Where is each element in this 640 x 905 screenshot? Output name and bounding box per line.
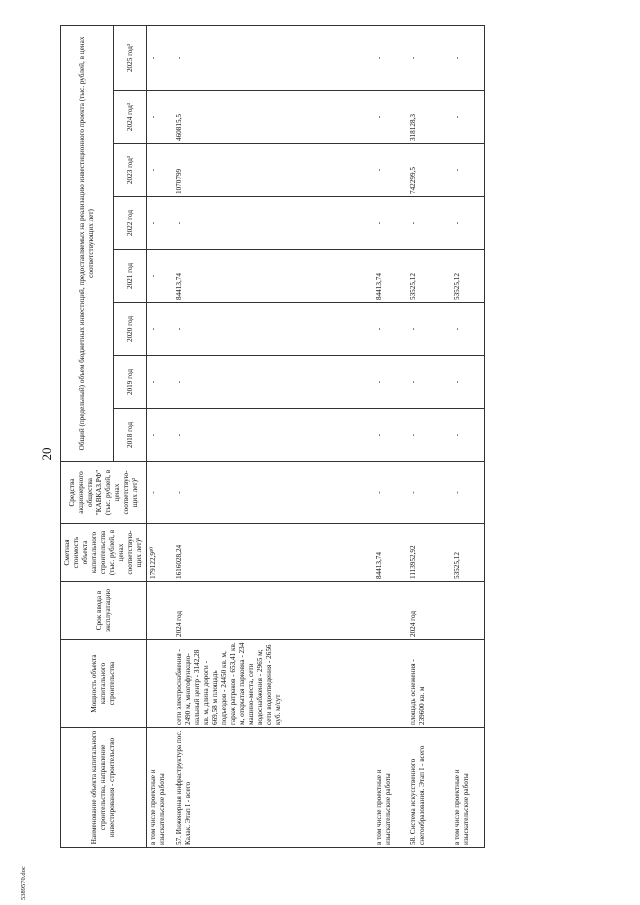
row-year-value: -	[373, 303, 407, 356]
header-year: 2018 год	[114, 409, 147, 462]
row-estimated-cost: 84413,74	[373, 524, 407, 582]
row-name-text: в том числе проектные и изыскательские работы	[149, 769, 166, 845]
budget-investment-table	[60, 25, 485, 848]
row-capacity	[147, 640, 173, 728]
row-year-value: 53525,12	[407, 250, 451, 303]
row-number: 57.	[174, 836, 183, 845]
row-year-value: -	[407, 356, 451, 409]
row-kavkaz-funds: -	[407, 462, 451, 524]
row-year-value: -	[173, 356, 373, 409]
row-year-value: -	[373, 91, 407, 144]
row-year-value: -	[451, 303, 485, 356]
row-year-value: -	[373, 356, 407, 409]
budget-investment-table-rotated	[60, 26, 628, 848]
header-total-group: Общий (предельный) объем бюджетных инвестиций, предоставляемых на реализацию инвестиционного проекта (тыс. рублей, в ценах соответствующих лет)	[61, 25, 114, 461]
row-capacity: сети электроснабжения - 2490 м, многофункцио- нальный центр - 3142,28 кв. м, длина дороги - 669,58 м площадь подъездов - 24450 кв. м, гараж ратраков - 653,41 кв. м, открытая парковка - 234 машино-места, сети водоснабжения - 2965 м; сети водоотведения - 2656 куб. м/сут	[173, 640, 373, 728]
row-commission	[373, 582, 407, 640]
row-estimated-cost: 179122,9¹⁰	[147, 524, 173, 582]
row-year-value: -	[407, 197, 451, 250]
header-estimated-cost: Сметная стоимость объекта капитального строительства (тыс. рублей, в ценах соответствую- щих лет)¹	[61, 524, 147, 582]
header-capacity: Мощность объекта капитального строительства	[61, 640, 147, 728]
header-year: 2021 год	[114, 250, 147, 303]
table-row	[451, 25, 485, 847]
row-year-value: -	[373, 409, 407, 462]
row-name-text: Система искусственного снегообразования. Этап I - всего	[408, 745, 426, 845]
header-name: Наименование объекта капитального строительства, направление инвестирования - строительство	[61, 728, 147, 848]
row-commission	[451, 582, 485, 640]
row-year-value: -	[147, 409, 173, 462]
header-kavkaz-funds: Средства акционерного общества "КАВКАЗ.РФ" (тыс. рублей, в ценах соответствую- щих лет)²	[61, 462, 147, 524]
header-year: 2025 год³	[114, 25, 147, 90]
row-name	[147, 728, 173, 848]
row-name-text: в том числе проектные и изыскательские работы	[374, 769, 392, 845]
row-name	[173, 728, 373, 848]
row-year-value: 84413,74	[373, 250, 407, 303]
row-number: 58.	[408, 836, 417, 845]
header-year: 2020 год	[114, 303, 147, 356]
row-year-value: -	[147, 197, 173, 250]
row-commission: 2024 год	[407, 582, 451, 640]
row-year-value: -	[407, 25, 451, 90]
row-kavkaz-funds: -	[173, 462, 373, 524]
row-name	[407, 728, 451, 848]
row-year-value: -	[147, 303, 173, 356]
row-year-value: -	[451, 91, 485, 144]
row-year-value: -	[407, 409, 451, 462]
row-estimated-cost: 53525,12	[451, 524, 485, 582]
table-row	[147, 25, 173, 847]
row-capacity	[451, 640, 485, 728]
row-year-value: 84413,74	[173, 250, 373, 303]
row-name	[373, 728, 407, 848]
header-commission: Срок ввода в эксплуатацию	[61, 582, 147, 640]
row-kavkaz-funds: -	[373, 462, 407, 524]
row-year-value: -	[407, 303, 451, 356]
header-year: 2019 год	[114, 356, 147, 409]
row-year-value: -	[451, 144, 485, 197]
row-kavkaz-funds: -	[451, 462, 485, 524]
row-year-value: -	[147, 25, 173, 90]
row-capacity	[373, 640, 407, 728]
table-row	[407, 25, 451, 847]
table-row	[173, 25, 373, 847]
header-year: 2023 год³	[114, 144, 147, 197]
row-year-value: 53525,12	[451, 250, 485, 303]
row-year-value: -	[173, 303, 373, 356]
header-year: 2022 год	[114, 197, 147, 250]
row-capacity: площадь оснежения - 239600 кв. м	[407, 640, 451, 728]
row-year-value: -	[147, 356, 173, 409]
row-commission: 2024 год	[173, 582, 373, 640]
row-year-value: 318128,3	[407, 91, 451, 144]
row-year-value: -	[173, 409, 373, 462]
row-year-value: 460815,5	[173, 91, 373, 144]
row-year-value: -	[373, 25, 407, 90]
row-year-value: -	[173, 197, 373, 250]
row-estimated-cost: 1616028,24	[173, 524, 373, 582]
row-year-value: -	[451, 409, 485, 462]
row-year-value: 1070799	[173, 144, 373, 197]
row-name	[451, 728, 485, 848]
document-code: 5389570.doc	[20, 866, 27, 900]
row-year-value: -	[173, 25, 373, 90]
row-year-value: -	[451, 197, 485, 250]
page-number: 20	[39, 447, 54, 461]
row-kavkaz-funds: -	[147, 462, 173, 524]
row-name-text: Инженерная инфраструктура пос. Калак. Этап I - всего	[174, 730, 192, 845]
table-row	[373, 25, 407, 847]
row-year-value: -	[451, 356, 485, 409]
row-year-value: -	[147, 144, 173, 197]
row-name-text: в том числе проектные и изыскательские работы	[452, 769, 470, 845]
row-commission	[147, 582, 173, 640]
row-year-value: -	[147, 250, 173, 303]
row-year-value: -	[373, 144, 407, 197]
row-year-value: -	[451, 25, 485, 90]
row-estimated-cost: 1113952,92	[407, 524, 451, 582]
header-year: 2024 год³	[114, 91, 147, 144]
row-year-value: 742299,5	[407, 144, 451, 197]
row-year-value: -	[373, 197, 407, 250]
row-year-value: -	[147, 91, 173, 144]
